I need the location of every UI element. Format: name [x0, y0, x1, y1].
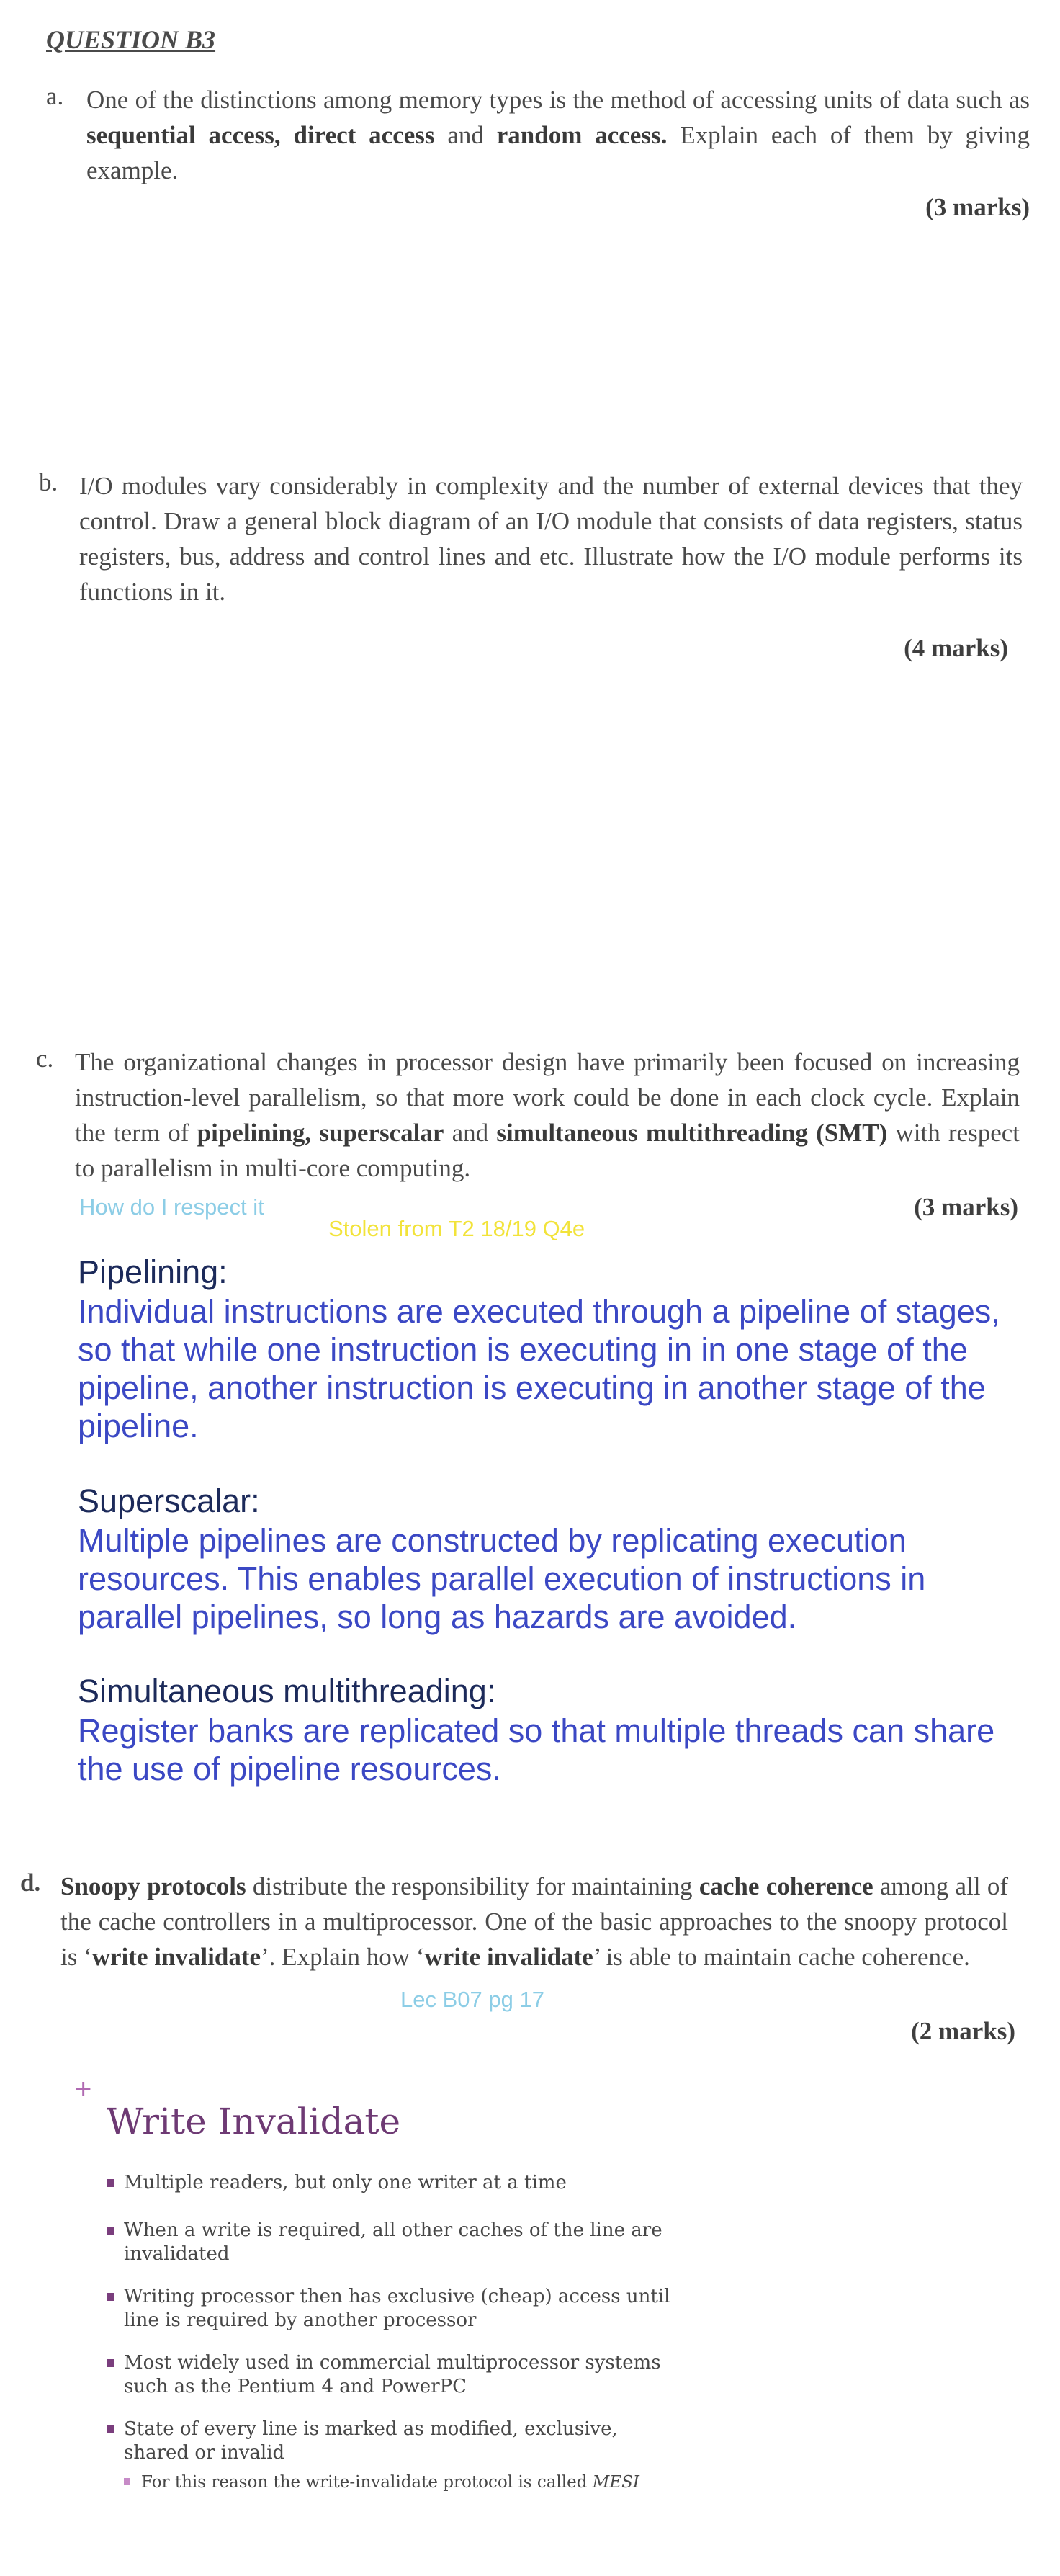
part-a-text-3: Explain each of them by giving example.: [86, 121, 1030, 184]
square-bullet-icon: [107, 2179, 114, 2187]
slide-bullet: [107, 2285, 686, 2333]
slide-sub-bullet-emphasis: MESI: [592, 2473, 639, 2492]
slide-plus-icon: +: [75, 2073, 92, 2105]
part-a-text-2: and: [434, 121, 497, 149]
part-d-bold-2: cache coherence: [699, 1872, 873, 1900]
part-a-bold-1: sequential access, direct access: [86, 121, 435, 149]
part-d-question: [60, 1869, 1008, 1975]
slide-sub-bullet-text: For this reason the write-invalidate protocol is called: [141, 2473, 593, 2492]
square-sub-bullet-icon: [124, 2478, 130, 2485]
part-d-text-2: among all of the cache controllers in a multiprocessor. One of the basic approaches to the snoopy protocol is ‘: [60, 1872, 1008, 1971]
part-c-bold-1: pipelining, superscalar: [197, 1119, 444, 1147]
slide-bullet: [107, 2219, 686, 2266]
answer-superscalar-heading: Superscalar:: [78, 1482, 260, 1519]
answer-smt-heading: Simultaneous multithreading:: [78, 1673, 496, 1709]
slide-bullet-text: State of every line is marked as modified, exclusive, shared or invalid: [124, 2418, 618, 2464]
answer-pipelining-body: Individual instructions are executed through a pipeline of stages, so that while one instruction is executing in in one stage of the pipeline, another instruction is executing in another stage of the pipeline.: [78, 1293, 1000, 1444]
square-bullet-icon: [107, 2227, 114, 2235]
answer-superscalar-body: Multiple pipelines are constructed by replicating execution resources. This enables parallel execution of instructions in parallel pipelines, so long as hazards are avoided.: [78, 1522, 926, 1635]
part-d-text-3: ’. Explain how ‘: [261, 1943, 425, 1971]
slide-title: Write Invalidate: [107, 2101, 401, 2142]
part-d-marks: (2 marks): [911, 2017, 1015, 2045]
slide-sub-bullet: [124, 2471, 717, 2495]
part-d-label: d.: [20, 1869, 41, 1897]
square-bullet-icon: [107, 2359, 114, 2367]
part-a-bold-2: random access.: [496, 121, 668, 149]
part-c-marks: (3 marks): [914, 1193, 1018, 1221]
part-c-bold-2: simultaneous multithreading (SMT): [496, 1119, 888, 1147]
part-c-text-2: and: [444, 1119, 497, 1147]
slide-bullet-text: When a write is required, all other caches of the line are invalidated: [124, 2219, 662, 2265]
part-c-note-cyan: How do I respect it: [79, 1194, 264, 1220]
slide-bullet-text: Writing processor then has exclusive (cheap) access until line is required by another processor: [124, 2286, 670, 2331]
part-b-label: b.: [39, 468, 58, 496]
slide-bullet: [107, 2351, 686, 2399]
part-c-note-yellow: Stolen from T2 18/19 Q4e: [328, 1216, 585, 1241]
part-d-note-cyan: Lec B07 pg 17: [400, 1987, 544, 2012]
part-a-marks: (3 marks): [925, 193, 1030, 221]
part-d-text-1: distribute the responsibility for maintaining: [246, 1872, 699, 1900]
part-a-question: [86, 82, 1030, 188]
part-c-label: c.: [36, 1045, 54, 1073]
part-b-marks: (4 marks): [904, 634, 1008, 662]
answer-pipelining-heading: Pipelining:: [78, 1253, 228, 1290]
part-d-bold-4: write invalidate: [424, 1943, 593, 1971]
part-d-text-4: ’ is able to maintain cache coherence.: [593, 1943, 970, 1971]
part-d-bold-3: write invalidate: [91, 1943, 261, 1971]
part-d-bold-1: Snoopy protocols: [60, 1872, 246, 1900]
slide-bullet: [107, 2171, 729, 2195]
slide-bullet: [107, 2418, 686, 2465]
part-c-question: [75, 1045, 1020, 1186]
slide-bullet-text: Most widely used in commercial multiprocessor systems such as the Pentium 4 and PowerPC: [124, 2352, 661, 2397]
part-a-label: a.: [46, 82, 64, 110]
question-title: QUESTION B3: [46, 25, 216, 54]
part-c-text-3: with respect to parallelism in multi-core computing.: [75, 1119, 1020, 1182]
slide-bullet-text: Multiple readers, but only one writer at a time: [124, 2172, 567, 2193]
square-bullet-icon: [107, 2293, 114, 2301]
part-b-question: I/O modules vary considerably in complexity and the number of external devices that they control. Draw a general block diagram of an I/O module that consists of data registers, status registers, bus, address and control lines and etc. Illustrate how the I/O module performs its functions in it.: [79, 472, 1023, 606]
square-bullet-icon: [107, 2425, 114, 2433]
part-c-text-1: The organizational changes in processor design have primarily been focused on increasing instruction-level parallelism, so that more work could be done in each clock cycle. Explain the term of: [75, 1048, 1020, 1147]
part-a-text-1: One of the distinctions among memory types is the method of accessing units of data such as: [86, 86, 1030, 114]
answer-smt-body: Register banks are replicated so that multiple threads can share the use of pipeline resources.: [78, 1712, 995, 1787]
